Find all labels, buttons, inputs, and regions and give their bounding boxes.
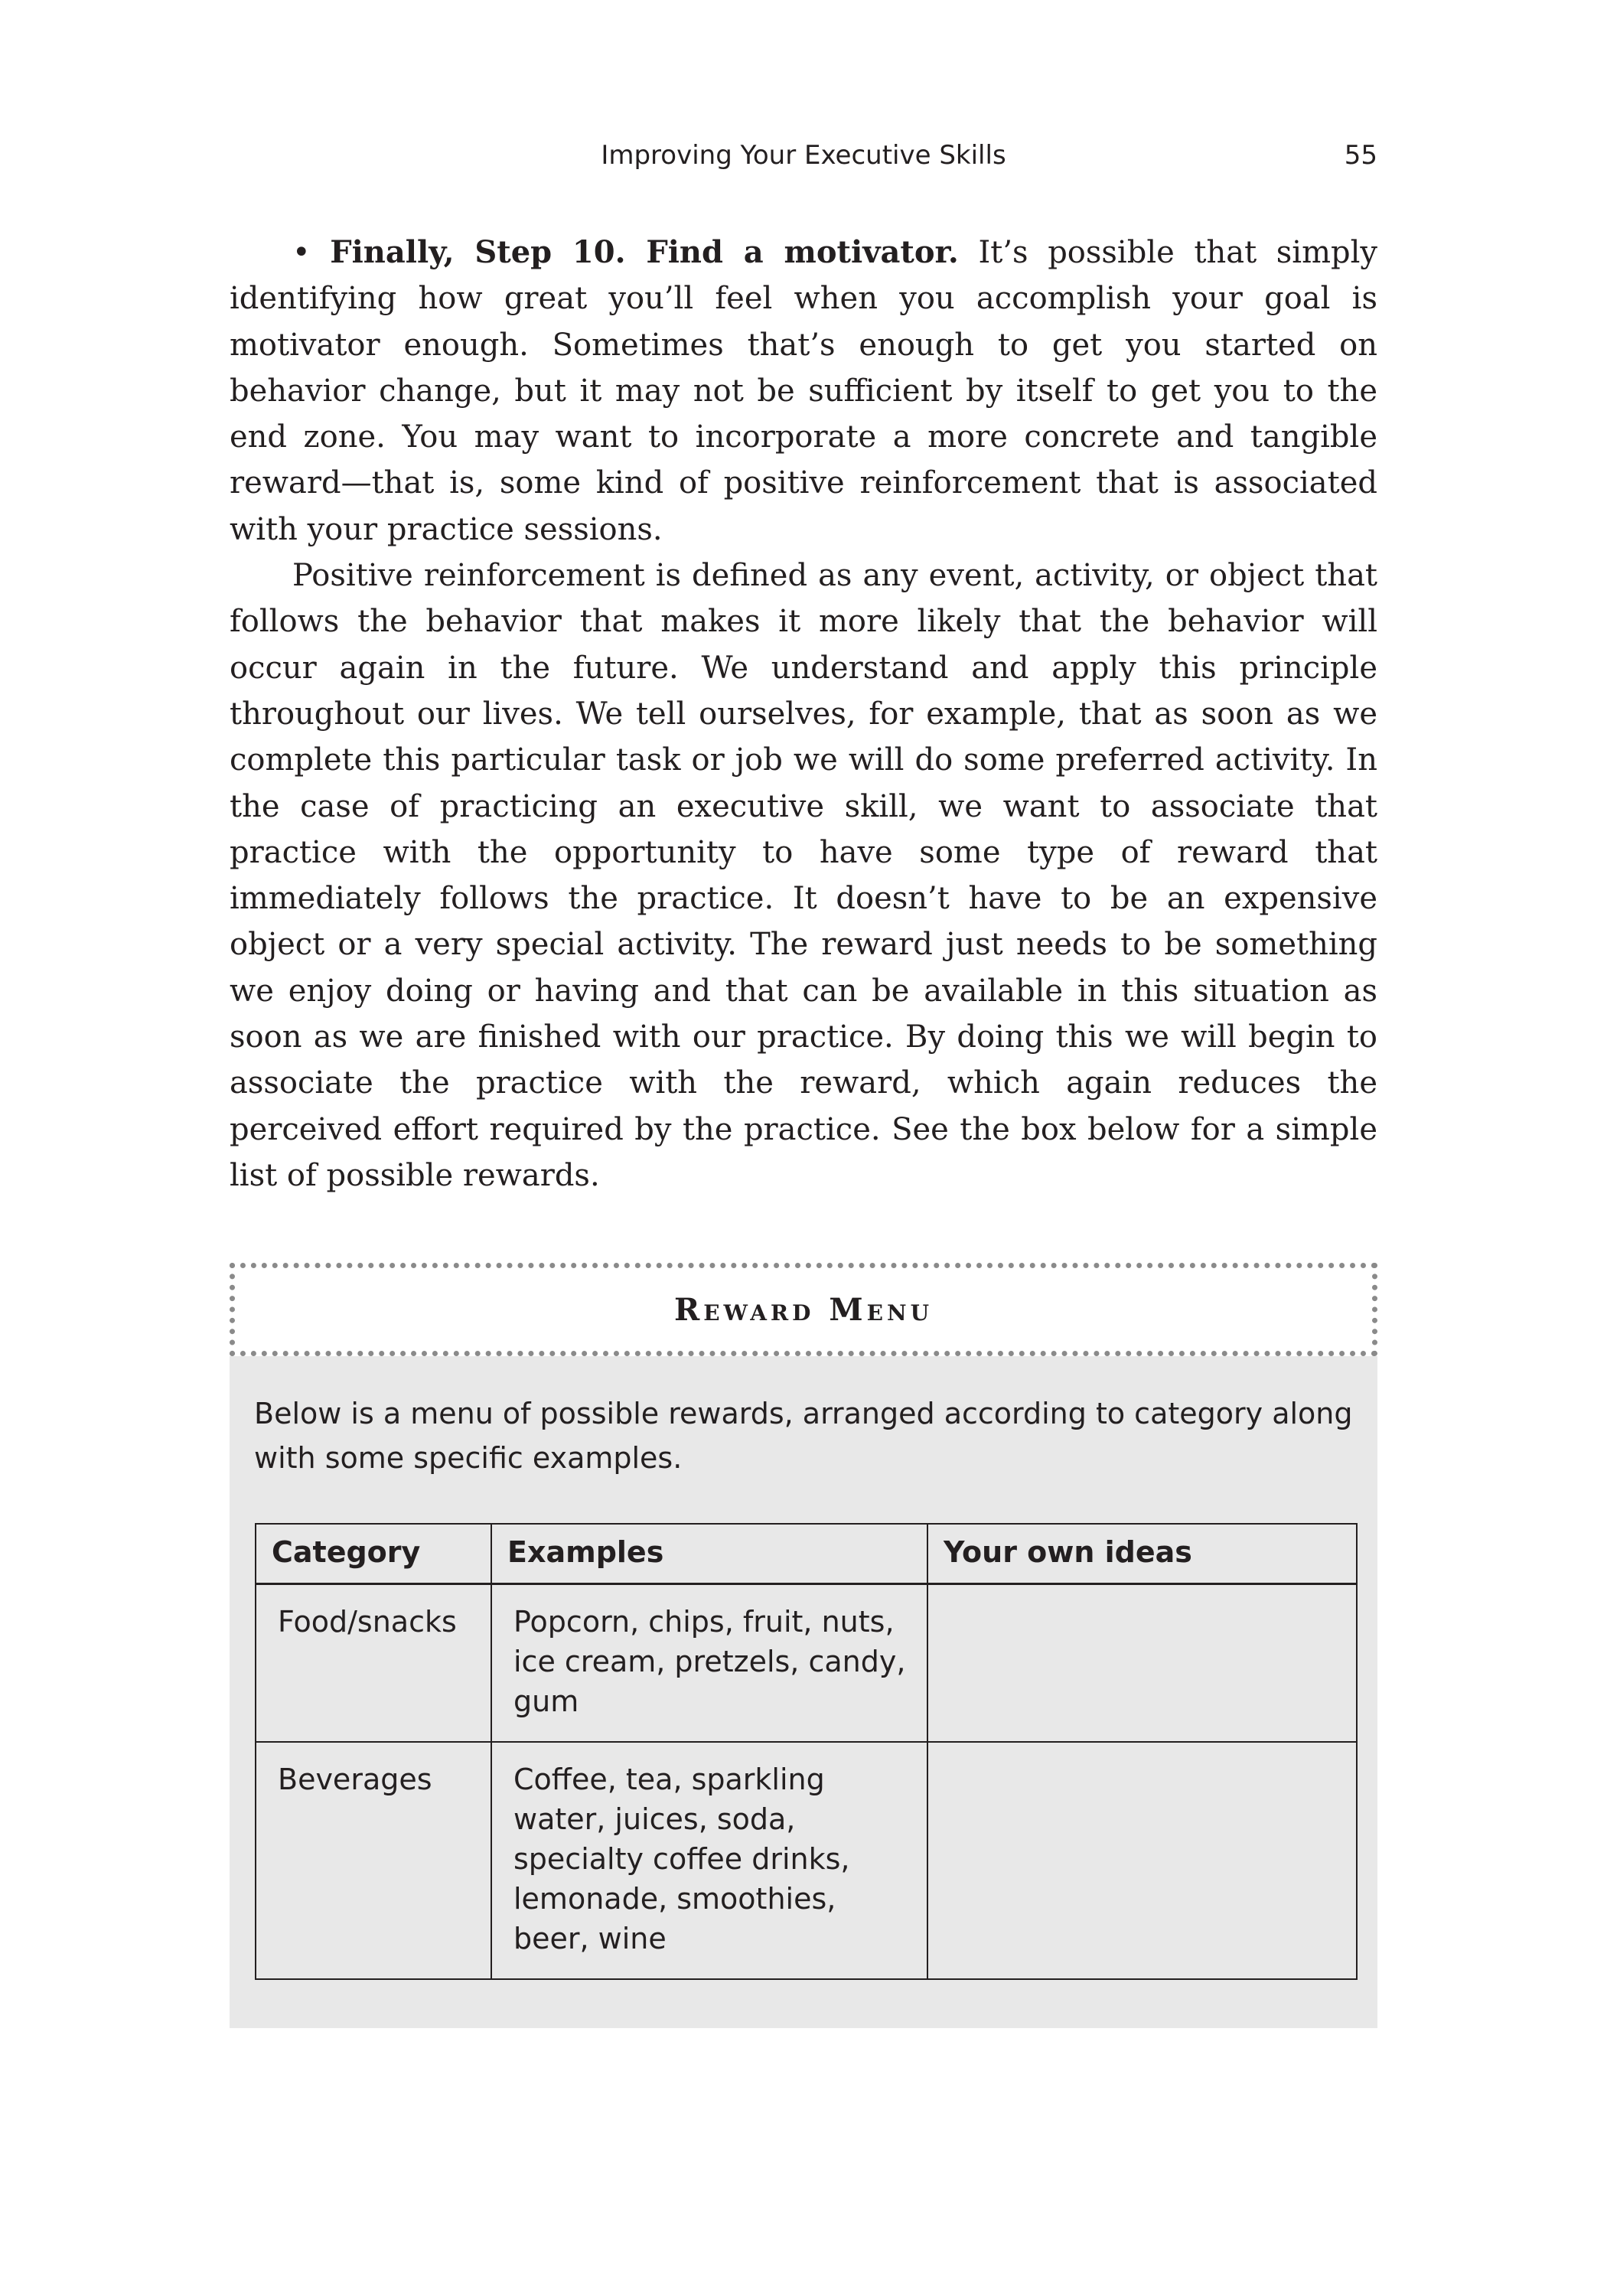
paragraph-positive-reinforcement: Positive reinforcement is defined as any event, activity, or object that follows the behavior that makes it more likely that the behavior will occur again in the future. We understand and apply this principle throughout our lives. We tell ourselves, for example, that as soon as we complete this particular task or job we will do some preferred activity. In the case of practicing an executive skill, we want to associate that practice with the opportunity to have some type of reward that immediately follows the practice. It doesn’t have to be an expensive object or a very special activity. The reward just needs to be something we enjoy doing or having and that can be available in this situation as soon as we are finished with our practice. By doing this we will begin to associate the practice with the reward, which again reduces the perceived effort required by the practice. See the box below for a simple list of possible rewards. [230,558,1377,1193]
table-row [256,1742,1357,1979]
cell-own-ideas [927,1742,1357,1979]
body-text [230,230,1377,1199]
running-head-title: Improving Your Executive Skills [601,140,1006,171]
reward-menu-intro: Below is a menu of possible rewards, arranged according to category along with some specific examples. [254,1397,1353,1475]
paragraph-step-10 [230,230,1377,553]
reward-menu-title: Reward Menu [673,1291,934,1328]
cell-category: Beverages [256,1742,491,1979]
paragraph-step-10-text: It’s possible that simply identifying how great you’ll feel when you accomplish your goal is motivator enough. Sometimes that’s enough to get you started on behavior change, but it may not be sufficient by itself to get you to the end zone. You may want to incorporate a more concrete and tangible reward—that is, some kind of positive reinforcement that is associated with your practice sessions. [230,235,1378,547]
bullet-marker: • [292,235,311,270]
page-number: 55 [1344,140,1377,171]
table-header-row [256,1524,1357,1583]
header-examples: Examples [491,1524,927,1583]
step-heading: Finally, Step 10. Find a motivator. [330,234,959,270]
reward-menu-header [230,1263,1377,1356]
header-category: Category [256,1524,491,1583]
table-row [256,1583,1357,1742]
reward-table [255,1523,1358,1980]
cell-own-ideas [927,1583,1357,1742]
running-head [230,136,1377,174]
cell-examples: Coffee, tea, sparkling water, juices, soda, specialty coffee drinks, lemonade, smoothies, beer, wine [491,1742,927,1979]
cell-category: Food/snacks [256,1583,491,1742]
header-own-ideas: Your own ideas [927,1524,1357,1583]
cell-examples: Popcorn, chips, fruit, nuts, ice cream, pretzels, candy, gum [491,1583,927,1742]
reward-menu-box [230,1263,1377,2028]
